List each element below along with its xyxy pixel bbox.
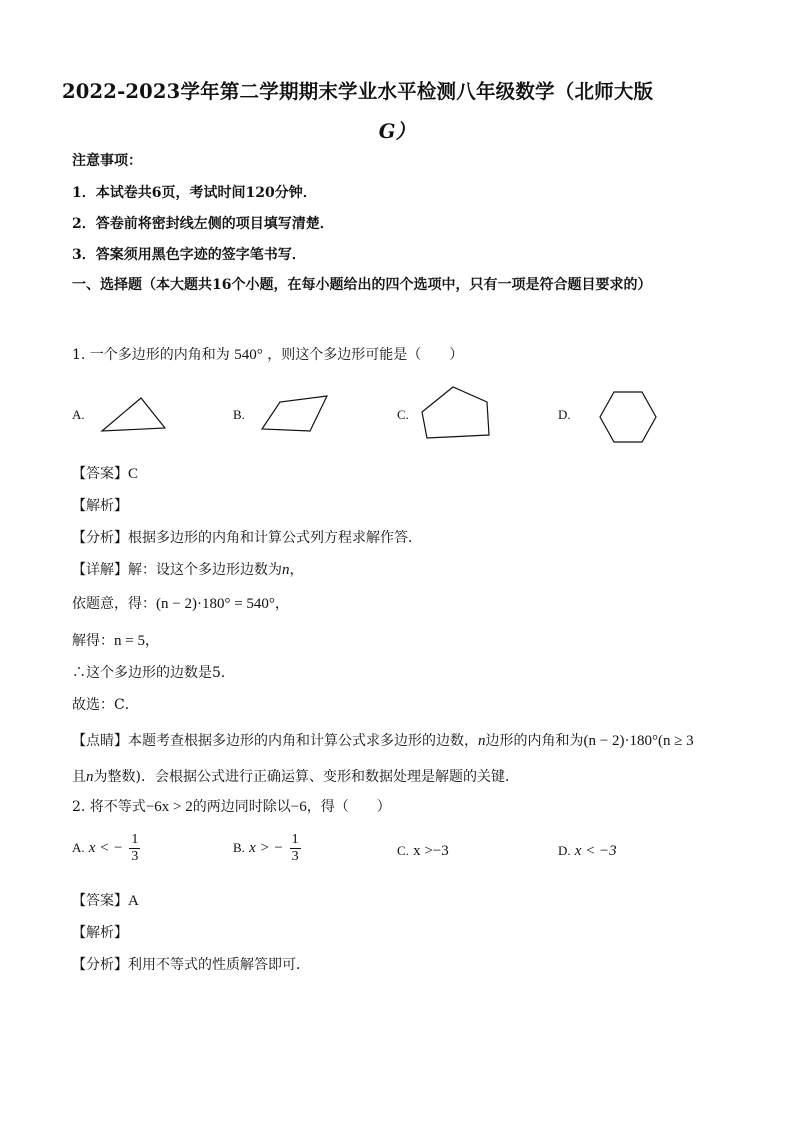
q1-answer-tag: 【答案】 bbox=[72, 466, 128, 482]
q1-detail-end: ， bbox=[289, 562, 304, 578]
q1-stem-math: 540° bbox=[234, 347, 263, 363]
q2-stem-suffix: ，得（ ） bbox=[306, 799, 391, 815]
q1-comment-line2-b: 为整数)．会根据公式进行正确运算、变形和数据处理是解题的关键． bbox=[93, 769, 519, 785]
q1-comment-line2-a: 且 bbox=[72, 769, 86, 785]
q1-comment-var: n bbox=[478, 733, 486, 749]
q2-stem bbox=[72, 796, 391, 816]
q2-stem-prefix: 2. 将不等式 bbox=[72, 799, 146, 815]
q1-detail-var: n bbox=[282, 562, 290, 578]
q1-step-1-end: ， bbox=[274, 596, 289, 612]
q2-option-b bbox=[233, 832, 301, 865]
q2-stem-mid: 的两边同时除以 bbox=[192, 799, 291, 815]
q1-stem-suffix: ，则这个多边形可能是（ ） bbox=[267, 347, 464, 363]
q2-option-c-text: x >−3 bbox=[413, 843, 449, 859]
q1-detail bbox=[72, 559, 304, 579]
q1-fenxi bbox=[72, 527, 422, 547]
q2-option-c bbox=[397, 843, 449, 860]
q2-option-b-fraction bbox=[290, 832, 301, 865]
q1-option-d-label: D. bbox=[558, 407, 571, 422]
q1-comment-line2-var: n bbox=[86, 769, 94, 785]
q1-comment-tag: 【点睛】 bbox=[72, 733, 128, 749]
pentagon-figure bbox=[418, 383, 494, 443]
q1-step-2-math: n = 5 bbox=[114, 633, 145, 649]
q2-fenxi-tag: 【分析】 bbox=[72, 957, 128, 973]
q1-comment-line-2 bbox=[72, 766, 519, 786]
hexagon-figure bbox=[596, 386, 660, 448]
q1-detail-text: 解：设这个多边形边数为 bbox=[128, 562, 282, 578]
page-title bbox=[62, 72, 732, 152]
q2-option-a-denominator: 3 bbox=[131, 849, 139, 864]
q2-option-d-label: D. bbox=[558, 843, 571, 858]
quadrilateral-figure bbox=[258, 393, 330, 435]
q2-option-a bbox=[72, 832, 140, 865]
q1-fenxi-text: 根据多边形的内角和计算公式列方程求解作答． bbox=[128, 530, 422, 546]
q1-comment-math: (n − 2)·180°(n ≥ 3 bbox=[583, 733, 694, 749]
title-line-2: G） bbox=[378, 120, 416, 143]
q1-comment-b: 边形的内角和为 bbox=[485, 733, 584, 749]
q1-step-4: 故选：C． bbox=[72, 697, 139, 713]
q2-analysis-tag: 【解析】 bbox=[72, 925, 128, 941]
q1-answer bbox=[72, 463, 138, 483]
q2-stem-math2: −6 bbox=[290, 799, 307, 815]
q2-fenxi-text: 利用不等式的性质解答即可． bbox=[128, 957, 310, 973]
title-line-1: 2022-2023学年第二学期期末学业水平检测八年级数学（北师大版 bbox=[62, 80, 654, 103]
q1-step-3: ∴这个多边形的边数是5． bbox=[72, 665, 235, 681]
q1-analysis-tag: 【解析】 bbox=[72, 498, 128, 514]
q2-option-a-text: x < − bbox=[88, 840, 124, 856]
note-item-3: 3．答案须用黑色字迹的签字笔书写． bbox=[72, 247, 306, 263]
q1-detail-tag: 【详解】 bbox=[72, 562, 128, 578]
triangle-figure bbox=[98, 394, 168, 436]
q2-option-b-label: B. bbox=[233, 840, 245, 855]
q1-step-2 bbox=[72, 630, 159, 650]
q2-option-b-text: x > − bbox=[249, 840, 284, 856]
q2-option-c-label: C. bbox=[397, 843, 409, 858]
note-item-2: 2．答卷前将密封线左侧的项目填写清楚． bbox=[72, 216, 334, 232]
q2-option-b-denominator: 3 bbox=[291, 849, 299, 864]
q1-fenxi-tag: 【分析】 bbox=[72, 530, 128, 546]
q2-option-a-fraction bbox=[129, 832, 140, 865]
q1-option-b-label: B. bbox=[233, 407, 245, 422]
q2-answer bbox=[72, 890, 139, 910]
q2-option-d bbox=[558, 843, 617, 860]
q1-step-1-prefix: 依题意，得： bbox=[72, 596, 156, 612]
notes-heading: 注意事项： bbox=[72, 153, 142, 169]
section-title: 一、选择题（本大题共16个小题，在每小题给出的四个选项中，只有一项是符合题目要求的） bbox=[72, 277, 652, 293]
q2-option-b-numerator: 1 bbox=[291, 832, 299, 847]
q2-stem-math: −6x > 2 bbox=[145, 799, 193, 815]
q1-comment-line-1 bbox=[72, 730, 694, 750]
q1-step-2-end: ， bbox=[144, 633, 159, 649]
q2-option-a-label: A. bbox=[72, 840, 85, 855]
q1-stem bbox=[72, 344, 463, 364]
q1-option-a-label: A. bbox=[72, 407, 85, 422]
q1-stem-prefix: 1. 一个多边形的内角和为 bbox=[72, 347, 230, 363]
q1-comment-a: 本题考查根据多边形的内角和计算公式求多边形的边数， bbox=[128, 733, 478, 749]
q1-step-1-math: (n − 2)·180° = 540° bbox=[156, 596, 275, 612]
q2-option-a-numerator: 1 bbox=[131, 832, 139, 847]
q1-option-c-label: C. bbox=[397, 407, 409, 422]
q2-option-d-text: x < −3 bbox=[574, 843, 617, 859]
q2-answer-tag: 【答案】 bbox=[72, 893, 128, 909]
q2-fenxi bbox=[72, 954, 310, 974]
q1-step-1 bbox=[72, 593, 289, 613]
q1-step-2-prefix: 解得： bbox=[72, 633, 114, 649]
q1-answer-value: C bbox=[128, 466, 139, 482]
note-item-1: 1．本试卷共6页，考试时间120分钟． bbox=[72, 185, 317, 201]
q2-answer-value: A bbox=[128, 893, 139, 909]
